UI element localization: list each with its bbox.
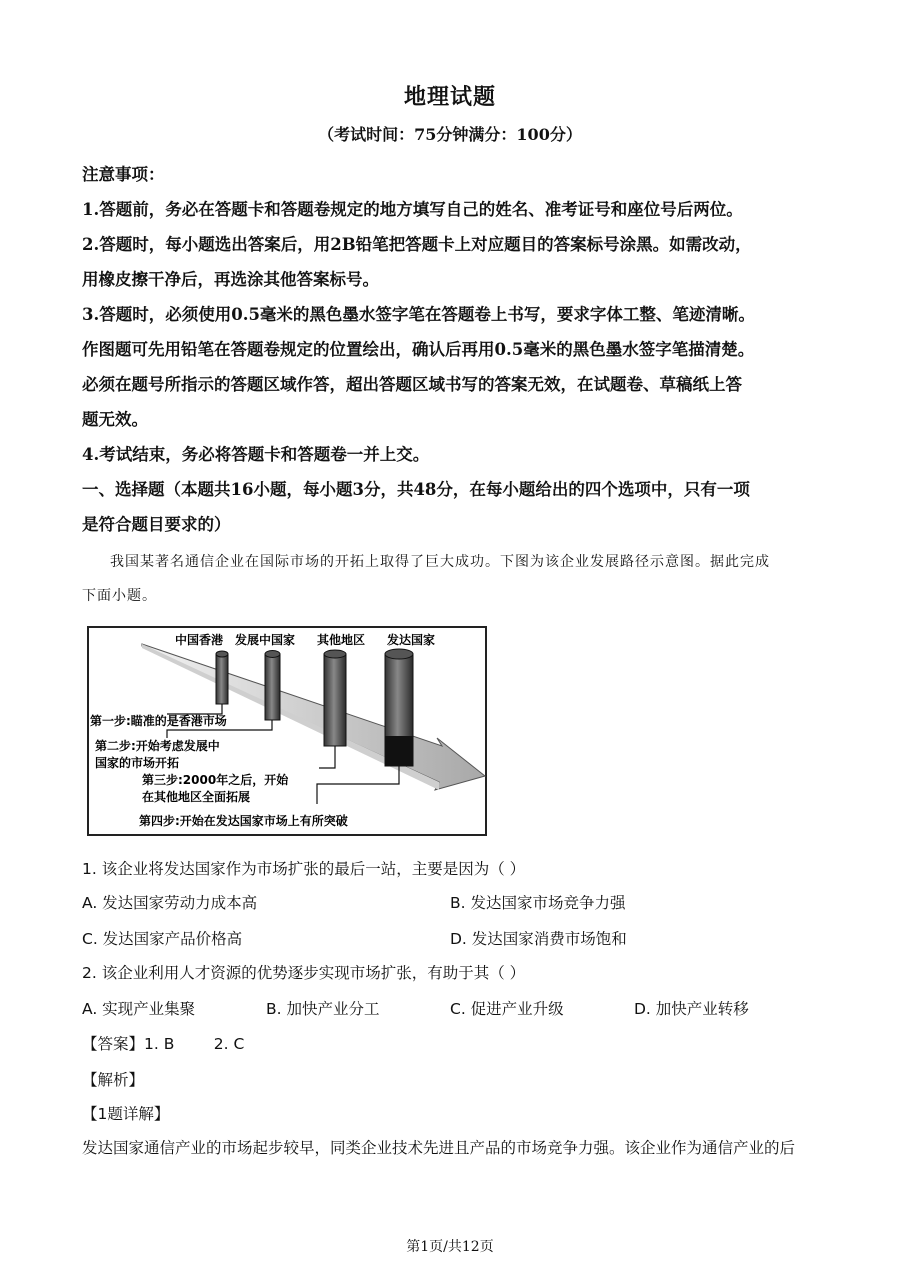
- option-d[interactable]: D. 加快产业转移: [634, 1000, 749, 1018]
- detail-heading: 【1题详解】: [82, 1105, 170, 1123]
- section-heading: 是符合题目要求的）: [82, 515, 231, 534]
- notes-line: 3.答题时，必须使用0.5毫米的黑色墨水签字笔在答题卷上书写，要求字体工整、笔迹清晰。: [82, 305, 755, 324]
- cylinder-developed: [385, 649, 413, 766]
- notes-line: 用橡皮擦干净后，再选涂其他答案标号。: [82, 270, 379, 289]
- answer-line: 【答案】1. B 2. C: [82, 1035, 245, 1053]
- cylinder-other: [324, 650, 346, 746]
- cylinder-developing: [265, 651, 280, 721]
- option-a[interactable]: A. 实现产业集聚: [82, 1000, 196, 1018]
- development-path-figure: [87, 626, 487, 836]
- detail-text: 发达国家通信产业的市场起步较早，同类企业技术先进且产品的市场竞争力强。该企业作为通信产业的后: [82, 1139, 796, 1157]
- intro-line: 我国某著名通信企业在国际市场的开拓上取得了巨大成功。下图为该企业发展路径示意图。据此完成: [110, 554, 770, 570]
- notes-line: 作图题可先用铅笔在答题卷规定的位置绘出，确认后再用0.5毫米的黑色墨水签字笔描清楚。: [82, 340, 755, 359]
- step2-label-b: 国家的市场开拓: [95, 756, 180, 770]
- option-b[interactable]: B. 发达国家市场竞争力强: [450, 894, 626, 912]
- option-c[interactable]: C. 发达国家产品价格高: [82, 930, 243, 948]
- label-developing: 发展中国家: [235, 633, 296, 647]
- section-heading: 一、选择题（本题共16小题，每小题3分，共48分，在每小题给出的四个选项中，只有一项: [82, 480, 750, 499]
- label-developed: 发达国家: [387, 633, 436, 647]
- label-hongkong: 中国香港: [175, 633, 224, 647]
- label-other: 其他地区: [317, 633, 366, 647]
- question-2: 2. 该企业利用人才资源的优势逐步实现市场扩张，有助于其（ ）: [82, 964, 526, 982]
- step3-label-a: 第三步:2000年之后，开始: [142, 773, 289, 787]
- option-d[interactable]: D. 发达国家消费市场饱和: [450, 930, 627, 948]
- question-1: 1. 该企业将发达国家作为市场扩张的最后一站，主要是因为（ ）: [82, 860, 526, 878]
- notes-line: 1.答题前，务必在答题卡和答题卷规定的地方填写自己的姓名、准考证号和座位号后两位。: [82, 200, 743, 219]
- option-c[interactable]: C. 促进产业升级: [450, 1000, 564, 1018]
- step1-label: 第一步:瞄准的是香港市场: [90, 714, 227, 728]
- notes-line: 题无效。: [82, 410, 148, 429]
- cylinder-hongkong: [216, 651, 228, 704]
- step4-label: 第四步:开始在发达国家市场上有所突破: [139, 814, 348, 828]
- page-title: 地理试题: [403, 84, 496, 110]
- step2-label-a: 第二步:开始考虑发展中: [95, 739, 220, 753]
- analysis-heading: 【解析】: [82, 1071, 145, 1089]
- page-number: 第1页/共12页: [406, 1239, 494, 1255]
- notes-line: 必须在题号所指示的答题区域作答，超出答题区域书写的答案无效，在试题卷、草稿纸上答: [82, 375, 742, 394]
- notes-section: [82, 157, 822, 542]
- notes-heading: 注意事项：: [82, 165, 165, 184]
- step3-label-b: 在其他地区全面拓展: [142, 790, 251, 804]
- notes-line: 4.考试结束，务必将答题卡和答题卷一并上交。: [82, 445, 430, 464]
- option-a[interactable]: A. 发达国家劳动力成本高: [82, 894, 258, 912]
- intro-line: 下面小题。: [82, 588, 157, 604]
- notes-line: 2.答题时，每小题选出答案后，用2B铅笔把答题卡上对应题目的答案标号涂黑。如需改动，: [82, 235, 752, 254]
- page-subtitle: （考试时间：75分钟满分：100分）: [318, 125, 582, 144]
- option-b[interactable]: B. 加快产业分工: [266, 1000, 380, 1018]
- question-intro: [82, 545, 822, 613]
